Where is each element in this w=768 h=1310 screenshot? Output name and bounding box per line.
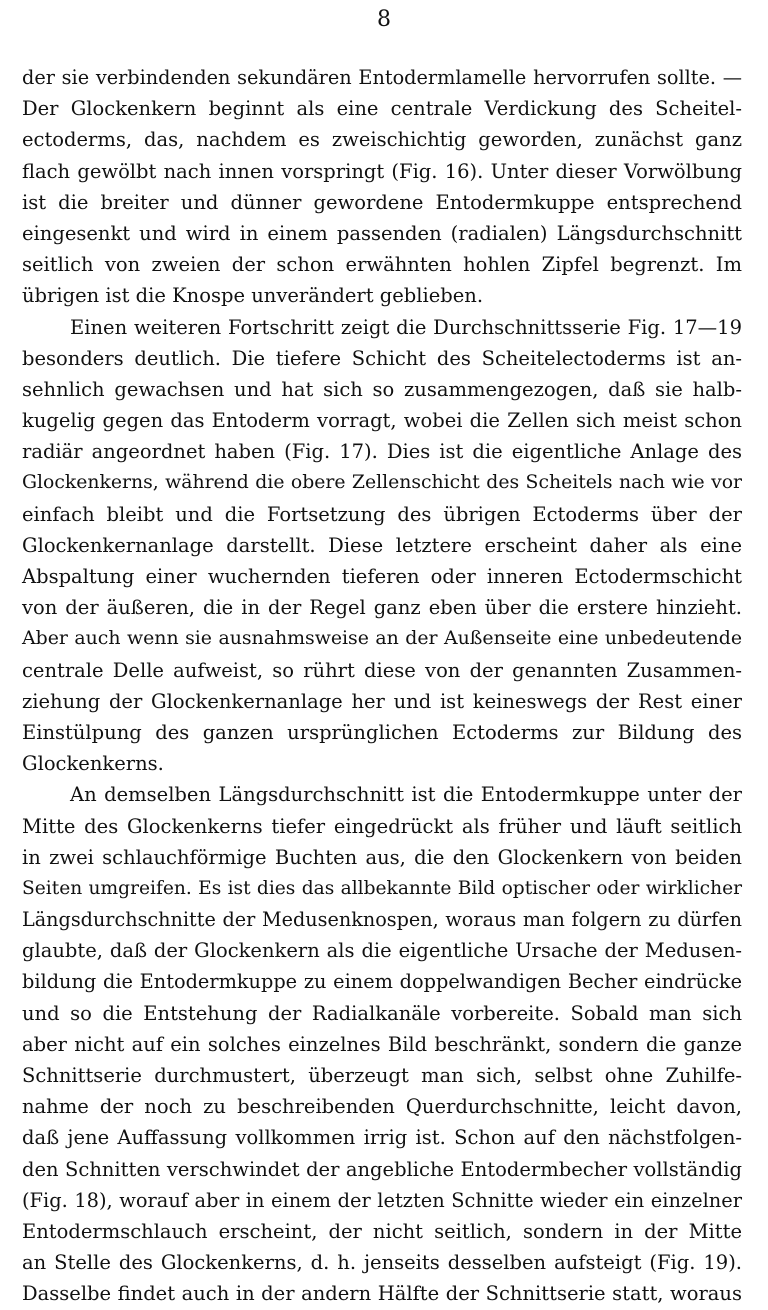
text-line: und so die Entstehung der Radialkanäle vorbereite. Sobald man sich bbox=[22, 1001, 742, 1025]
text-line: aber nicht auf ein solches einzelnes Bild beschränkt, sondern die ganze bbox=[22, 1032, 742, 1056]
text-line: einfach bleibt und die Fortsetzung des übrigen Ectoderms über der bbox=[22, 502, 742, 526]
text-line: glaubte, daß der Glockenkern als die eigentliche Ursache der Medusen- bbox=[22, 939, 742, 963]
text-line: centrale Delle aufweist, so rührt diese von der genannten Zusammen- bbox=[22, 658, 742, 682]
text-line: Seiten umgreifen. Es ist dies das allbekannte Bild optischer oder wirklicher bbox=[22, 877, 742, 899]
text-line: Dasselbe findet auch in der andern Hälfte der Schnittserie statt, woraus bbox=[22, 1282, 742, 1306]
text-line: Einstülpung des ganzen ursprünglichen Ectoderms zur Bildung des bbox=[22, 720, 742, 744]
text-line: an Stelle des Glockenkerns, d. h. jenseits desselben aufsteigt (Fig. 19). bbox=[22, 1251, 742, 1275]
text-line: radiär angeordnet haben (Fig. 17). Dies ist die eigentliche Anlage des bbox=[22, 440, 742, 464]
text-line: Der Glockenkern beginnt als eine centrale Verdickung des Scheitel- bbox=[22, 97, 742, 121]
text-line: übrigen ist die Knospe unverändert geblieben. bbox=[22, 284, 484, 308]
text-line: Entodermschlauch erscheint, der nicht seitlich, sondern in der Mitte bbox=[22, 1219, 742, 1243]
text-line: ist die breiter und dünner gewordene Entodermkuppe entsprechend bbox=[22, 190, 742, 214]
text-line: Glockenkernanlage darstellt. Diese letztere erscheint daher als eine bbox=[22, 533, 742, 557]
text-line: Einen weiteren Fortschritt zeigt die Durchschnittsserie Fig. 17—19 bbox=[70, 315, 742, 339]
text-line: (Fig. 18), worauf aber in einem der letzten Schnitte wieder ein einzelner bbox=[22, 1188, 742, 1212]
text-line: der sie verbindenden sekundären Entodermlamelle hervorrufen sollte. — bbox=[22, 66, 742, 89]
text-line: seitlich von zweien der schon erwähnten hohlen Zipfel begrenzt. Im bbox=[22, 253, 742, 277]
text-line: von der äußeren, die in der Regel ganz eben über die erstere hinzieht. bbox=[22, 596, 742, 620]
text-line: in zwei schlauchförmige Buchten aus, die den Glockenkern von beiden bbox=[22, 845, 742, 869]
text-line: Mitte des Glockenkerns tiefer eingedrückt als früher und läuft seitlich bbox=[22, 814, 742, 838]
text-line: Abspaltung einer wuchernden tieferen oder inneren Ectodermschicht bbox=[22, 565, 742, 588]
text-line: Schnittserie durchmustert, überzeugt man sich, selbst ohne Zuhilfe- bbox=[22, 1064, 742, 1087]
text-line: Aber auch wenn sie ausnahmsweise an der Außenseite eine unbedeutende bbox=[22, 627, 742, 650]
text-line: Längsdurchschnitte der Medusenknospen, woraus man folgern zu dürfen bbox=[22, 908, 742, 932]
text-line: kugelig gegen das Entoderm vorragt, wobei die Zellen sich meist schon bbox=[22, 409, 742, 433]
text-line: nahme der noch zu beschreibenden Querdurchschnitte, leicht davon, bbox=[22, 1095, 742, 1119]
text-line: sehnlich gewachsen und hat sich so zusammengezogen, daß sie halb- bbox=[22, 377, 742, 401]
text-line: ziehung der Glockenkernanlage her und ist keineswegs der Rest einer bbox=[22, 689, 742, 713]
text-line: daß jene Auffassung vollkommen irrig ist. Schon auf den nächstfolgen- bbox=[22, 1126, 742, 1150]
text-line: ectoderms, das, nachdem es zweischichtig geworden, zunächst ganz bbox=[22, 128, 742, 152]
text-line: eingesenkt und wird in einem passenden (radialen) Längsdurchschnitt bbox=[22, 221, 742, 245]
text-line: An demselben Längsdurchschnitt ist die Entodermkuppe unter der bbox=[70, 783, 742, 807]
text-line: Glockenkerns. bbox=[22, 752, 164, 776]
text-line: bildung die Entodermkuppe zu einem doppelwandigen Becher eindrücke bbox=[22, 970, 742, 994]
page-number: 8 bbox=[377, 7, 391, 32]
body-text bbox=[22, 62, 742, 1310]
text-line: den Schnitten verschwindet der angebliche Entodermbecher vollständig bbox=[22, 1157, 742, 1181]
text-line: besonders deutlich. Die tiefere Schicht des Scheitelectoderms ist an- bbox=[22, 346, 742, 370]
text-line: flach gewölbt nach innen vorspringt (Fig. 16). Unter dieser Vorwölbung bbox=[22, 159, 742, 183]
text-line: Glockenkerns, während die obere Zellenschicht des Scheitels nach wie vor bbox=[22, 472, 742, 494]
